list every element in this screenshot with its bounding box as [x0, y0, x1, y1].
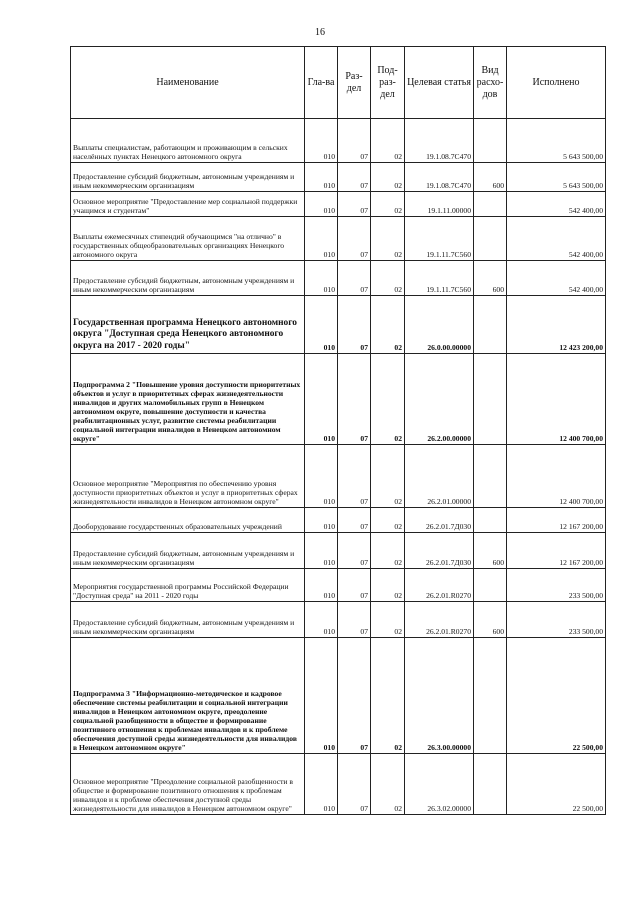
row-glava: 010	[305, 217, 338, 261]
row-podrazdel: 02	[371, 192, 405, 217]
row-vid	[474, 354, 507, 445]
row-amount: 12 423 200,00	[507, 296, 606, 354]
row-razdel: 07	[338, 296, 371, 354]
row-podrazdel: 02	[371, 296, 405, 354]
row-name: Предоставление субсидий бюджетным, автономным учреждениям и иным некоммерческим организациям	[71, 533, 305, 569]
row-razdel: 07	[338, 533, 371, 569]
row-glava: 010	[305, 296, 338, 354]
header-row	[71, 47, 606, 119]
row-vid	[474, 296, 507, 354]
row-podrazdel: 02	[371, 445, 405, 508]
row-name: Предоставление субсидий бюджетным, автономным учреждениям и иным некоммерческим организациям	[71, 163, 305, 192]
row-glava: 010	[305, 533, 338, 569]
row-podrazdel: 02	[371, 602, 405, 638]
table-row	[71, 163, 606, 192]
row-podrazdel: 02	[371, 163, 405, 192]
row-vid	[474, 217, 507, 261]
table-row	[71, 569, 606, 602]
row-name: Мероприятия государственной программы Российской Федерации "Доступная среда" на 2011 - 2020 годы	[71, 569, 305, 602]
row-target: 26.2.01.R0270	[405, 602, 474, 638]
row-target: 19.1.08.7С470	[405, 119, 474, 163]
row-target: 19.1.11.7С560	[405, 261, 474, 296]
row-target: 26.2.01.7Д030	[405, 508, 474, 533]
table-row	[71, 261, 606, 296]
row-name: Основное мероприятие "Преодоление социальной разобщенности в обществе и формирование позитивного отношения к проблемам инвалидов и к проблеме обеспечения доступной среды жизнедеятельности для инвалидов в Ненецком автономном округе"	[71, 754, 305, 815]
row-podrazdel: 02	[371, 754, 405, 815]
row-vid	[474, 119, 507, 163]
row-name: Предоставление субсидий бюджетным, автономным учреждениям и иным некоммерческим организациям	[71, 261, 305, 296]
header-razdel: Раз-дел	[338, 47, 371, 119]
table-row	[71, 533, 606, 569]
row-vid: 600	[474, 533, 507, 569]
header-target: Целевая статья	[405, 47, 474, 119]
row-glava: 010	[305, 163, 338, 192]
table-row	[71, 119, 606, 163]
row-razdel: 07	[338, 354, 371, 445]
row-amount: 12 167 200,00	[507, 508, 606, 533]
row-glava: 010	[305, 638, 338, 754]
row-amount: 12 400 700,00	[507, 445, 606, 508]
row-glava: 010	[305, 508, 338, 533]
row-target: 26.2.01.R0270	[405, 569, 474, 602]
row-podrazdel: 02	[371, 261, 405, 296]
budget-table	[70, 46, 606, 815]
row-amount: 12 167 200,00	[507, 533, 606, 569]
header-vid: Вид расхо-дов	[474, 47, 507, 119]
row-target: 26.2.00.00000	[405, 354, 474, 445]
row-name: Выплаты ежемесячных стипендий обучающимся "на отлично" в государственных общеобразовательных организациях Ненецкого автономного округа	[71, 217, 305, 261]
row-vid	[474, 192, 507, 217]
row-target: 26.0.00.00000	[405, 296, 474, 354]
row-amount: 542 400,00	[507, 261, 606, 296]
row-vid	[474, 638, 507, 754]
row-amount: 542 400,00	[507, 217, 606, 261]
row-podrazdel: 02	[371, 119, 405, 163]
row-podrazdel: 02	[371, 638, 405, 754]
table-row	[71, 602, 606, 638]
page-number: 16	[315, 27, 325, 38]
row-vid	[474, 445, 507, 508]
header-glava: Гла-ва	[305, 47, 338, 119]
row-name: Основное мероприятие "Предоставление мер социальной поддержки учащимся и студентам"	[71, 192, 305, 217]
row-amount: 5 643 500,00	[507, 119, 606, 163]
row-razdel: 07	[338, 119, 371, 163]
table-row	[71, 296, 606, 354]
row-vid	[474, 569, 507, 602]
row-razdel: 07	[338, 445, 371, 508]
header-podrazdel: Под-раз-дел	[371, 47, 405, 119]
row-amount: 22 500,00	[507, 754, 606, 815]
row-glava: 010	[305, 119, 338, 163]
row-name: Основное мероприятие "Мероприятия по обеспечению уровня доступности приоритетных объектов и услуг в приоритетных сферах жизнедеятельности инвалидов в Ненецком автономном округе"	[71, 445, 305, 508]
table-row	[71, 754, 606, 815]
row-name: Государственная программа Ненецкого автономного округа "Доступная среда Ненецкого автономного округа на 2017 - 2020 годы"	[71, 296, 305, 354]
header-done: Исполнено	[507, 47, 606, 119]
row-amount: 233 500,00	[507, 602, 606, 638]
row-glava: 010	[305, 261, 338, 296]
row-razdel: 07	[338, 754, 371, 815]
row-razdel: 07	[338, 261, 371, 296]
row-razdel: 07	[338, 638, 371, 754]
row-glava: 010	[305, 569, 338, 602]
table-row	[71, 192, 606, 217]
row-name: Дооборудование государственных образовательных учреждений	[71, 508, 305, 533]
table-row	[71, 638, 606, 754]
row-razdel: 07	[338, 217, 371, 261]
row-target: 26.2.01.00000	[405, 445, 474, 508]
table-row	[71, 508, 606, 533]
row-name: Предоставление субсидий бюджетным, автономным учреждениям и иным некоммерческим организациям	[71, 602, 305, 638]
row-vid	[474, 754, 507, 815]
table-row	[71, 217, 606, 261]
row-amount: 5 643 500,00	[507, 163, 606, 192]
row-razdel: 07	[338, 569, 371, 602]
row-name: Подпрограмма 3 "Информационно-методическое и кадровое обеспечение системы реабилитации и социальной интеграции инвалидов в Ненецком автономном округе, преодоление социальной разобщенности в обществе и формирование позитивного отношения к проблемам инвалидов и к проблеме обеспечения доступной среды жизнедеятельности для инвалидов в Ненецком автономном округе"	[71, 638, 305, 754]
row-razdel: 07	[338, 508, 371, 533]
header-name: Наименование	[71, 47, 305, 119]
row-amount: 22 500,00	[507, 638, 606, 754]
table-row	[71, 445, 606, 508]
table-row	[71, 354, 606, 445]
row-podrazdel: 02	[371, 217, 405, 261]
row-podrazdel: 02	[371, 569, 405, 602]
row-glava: 010	[305, 754, 338, 815]
row-target: 26.3.02.00000	[405, 754, 474, 815]
row-razdel: 07	[338, 602, 371, 638]
row-podrazdel: 02	[371, 354, 405, 445]
row-target: 19.1.08.7С470	[405, 163, 474, 192]
row-glava: 010	[305, 602, 338, 638]
row-glava: 010	[305, 354, 338, 445]
row-podrazdel: 02	[371, 508, 405, 533]
row-target: 26.2.01.7Д030	[405, 533, 474, 569]
row-name: Подпрограмма 2 "Повышение уровня доступности приоритетных объектов и услуг в приоритетных сферах жизнедеятельности инвалидов и других маломобильных групп в Ненецком автономном округе, повышение доступности и качества реабилитационных услуг, развитие системы реабилитации социальной интеграции инвалидов в Ненецком автономном округе"	[71, 354, 305, 445]
row-glava: 010	[305, 192, 338, 217]
row-amount: 233 500,00	[507, 569, 606, 602]
row-name: Выплаты специалистам, работающим и проживающим в сельских населённых пунктах Ненецкого автономного округа	[71, 119, 305, 163]
row-vid: 600	[474, 261, 507, 296]
row-glava: 010	[305, 445, 338, 508]
row-target: 19.1.11.7С560	[405, 217, 474, 261]
row-vid: 600	[474, 602, 507, 638]
row-vid	[474, 508, 507, 533]
row-amount: 542 400,00	[507, 192, 606, 217]
row-vid: 600	[474, 163, 507, 192]
row-amount: 12 400 700,00	[507, 354, 606, 445]
row-target: 19.1.11.00000	[405, 192, 474, 217]
row-razdel: 07	[338, 192, 371, 217]
row-target: 26.3.00.00000	[405, 638, 474, 754]
row-podrazdel: 02	[371, 533, 405, 569]
row-razdel: 07	[338, 163, 371, 192]
